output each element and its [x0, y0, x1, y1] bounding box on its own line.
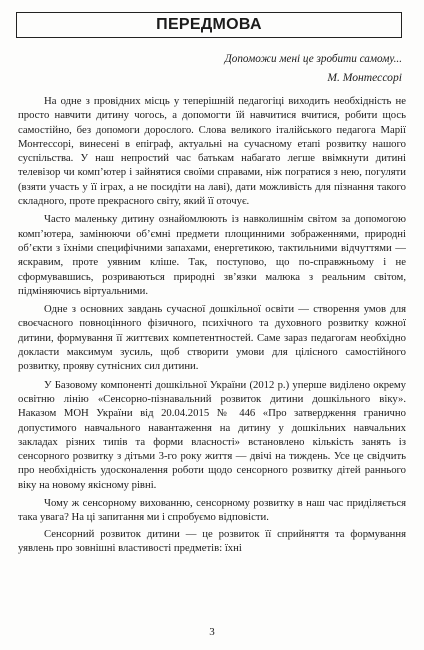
- paragraph: У Базовому компоненті дошкільної України (2012 р.) уперше виділено окрему освітню лінію «Сенсорно-пізнавальний розвиток дитини дошкільного віку». Наказом МОН України від 20.04.2015 № 446 «Про затвердження гранично допустимого навчального навантаження на дитину у дошкільних навчальних закладах різних типів та форми власності» встановлено кількість занять із сенсорного розвитку з дітьми 3-го року життя — двічі на тиждень. Усе це свідчить про необхідність удосконалення роботи щодо сенсорного розвитку дітей раннього віку на новому якісному рівні.: [18, 378, 406, 491]
- epigraph-author: М. Монтессорі: [327, 71, 402, 84]
- paragraph: На одне з провідних місць у теперішній педагогіці виходить необхідність не просто навчити дитину чогось, а допомогти їй навчитися вчитися, робити щось самостійно, без допомоги дорослого. Слова великого італійського педагога Марії Монтессорі, винесені в епіграф, актуальні на сучасному етапі розвитку нашого суспільства. У наш непростий час батькам набагато легше ввімкнути дитині телевізор чи комп’ютер і зайнятися своїми справами, ніж погратися з нею, погуляти (взяти участь у її іграх, а не посидіти на лаві), дати можливість для пізнання такого складного, проте прекрасного світу, який її оточує.: [18, 95, 406, 208]
- paragraph: Сенсорний розвиток дитини — це розвиток її сприйняття та формування уявлень про зовнішні властивості предметів: їхні: [18, 527, 406, 554]
- section-header: [16, 12, 402, 38]
- body-text: [18, 94, 406, 559]
- paragraph: Часто маленьку дитину ознайомлюють із навколишнім світом за допомогою комп’ютера, замінюючи об’ємні предмети площинними зображеннями, природні об’єкти з їхніми специфічними запахами, енергетикою, тактильними відчуттями — яскравим, проте уявним кліше. Так, поступово, що по-справжньому і не сформувавшись, розриваються природні зв’язки малюка з реальним світом, підміняючись віртуальними.: [18, 213, 406, 297]
- section-title: ПЕРЕДМОВА: [156, 16, 262, 33]
- page-number: 3: [209, 626, 215, 638]
- paragraph: Чому ж сенсорному вихованню, сенсорному розвитку в наш час приділяється така увага? На ці запитання ми і спробуємо відповісти.: [18, 497, 406, 524]
- paragraph: Одне з основних завдань сучасної дошкільної освіти — створення умов для своєчасного повноцінного фізичного, психічного та духовного розвитку кожної дитини, формування її життєвих компетентностей. Саме зараз педагогам необхідно докласти максимум зусиль, щоб створити умови для цілісного самостійного розвитку, прояву сутнісних сил дитини.: [18, 303, 406, 373]
- epigraph-quote: Допоможи мені це зробити самому...: [224, 53, 402, 65]
